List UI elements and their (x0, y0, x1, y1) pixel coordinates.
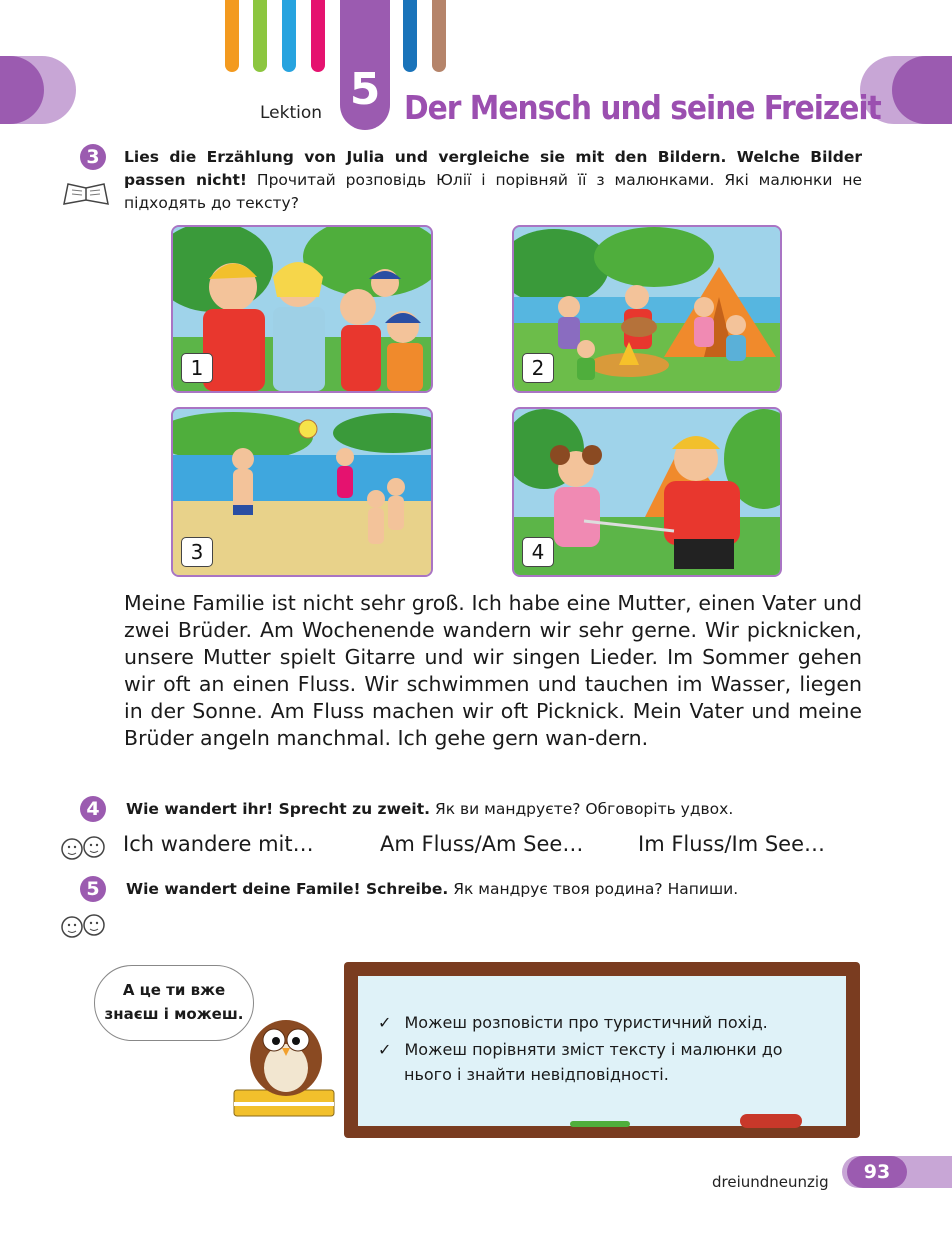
summary-item-2-continued: нього і знайти невідповідності. (404, 1065, 669, 1084)
summary-item-2 (378, 1037, 783, 1062)
phrase-im-fluss: Im Fluss/Im See… (638, 832, 826, 856)
task5-instruction (126, 878, 856, 901)
picture-4-fishing (512, 407, 782, 577)
color-stripe-cyan (282, 0, 296, 72)
task4-instruction (126, 798, 856, 821)
chalk-icon (570, 1121, 630, 1127)
task3-instruction (124, 146, 862, 215)
bubble-line-2: знаєш і можеш. (104, 1005, 244, 1023)
color-stripe-green (253, 0, 267, 72)
picture-label-3: 3 (181, 537, 213, 567)
task4-instruction-uk: Як ви мандруєте? Обговоріть удвох. (430, 800, 734, 818)
check-icon: ✓ (378, 1013, 392, 1032)
color-stripe-blue (403, 0, 417, 72)
two-faces-icon (58, 834, 108, 862)
task-number-5: 5 (80, 876, 106, 902)
julia-story-text: Meine Familie ist nicht sehr groß. Ich habe eine Mutter, einen Vater und zwei Brüder. Am Wochenende wandern wir sehr gerne. Wir picknicken, unsere Mutter spielt Gitarre und wir singen Lieder. Im Sommer gehen wir oft an einen Fluss. Wir schwimmen und tauchen im Wasser, liegen in der Sonne. Am Fluss machen wir oft Picknick. Mein Vater und meine Brüder angeln manchmal. Ich gehe gern wan-dern. (124, 591, 862, 750)
owl-on-book-icon (230, 1010, 340, 1118)
task3-instruction-de: Lies die Erzählung von Julia und vergleiche sie mit den Bildern. Welche Bilder passen nicht! (124, 148, 862, 189)
page-number: 93 (847, 1156, 907, 1188)
summary-item-1-text: Можеш розповісти про туристичний похід. (404, 1013, 768, 1032)
page-number-word: dreiundneunzig (712, 1173, 829, 1191)
task3-instruction-uk: Прочитай розповідь Юлії і порівняй її з малюнками. Які малюнки не підходять до тексту? (124, 171, 862, 212)
task4-instruction-de: Wie wandert ihr! Sprecht zu zweit. (126, 800, 431, 818)
eraser-icon (740, 1114, 802, 1128)
task5-instruction-de: Wie wandert deine Famile! Schreibe. (126, 880, 449, 898)
picture-3-beach-volleyball (171, 407, 433, 577)
picture-label-1: 1 (181, 353, 213, 383)
picture-2-campfire (512, 225, 782, 393)
bubble-line-1: А це ти вже (122, 981, 226, 999)
phrase-wandere-mit: Ich wandere mit… (123, 832, 314, 856)
task5-instruction-uk: Як мандрує твоя родина? Напиши. (448, 880, 739, 898)
right-page-tab-inner (892, 56, 952, 124)
lesson-word: Lektion (260, 103, 323, 123)
check-icon: ✓ (378, 1040, 392, 1059)
summary-item-1 (378, 1010, 768, 1035)
picture-1-hikers (171, 225, 433, 393)
task-number-3: 3 (80, 144, 106, 170)
picture-label-2: 2 (522, 353, 554, 383)
open-book-icon (60, 178, 112, 208)
chapter-title: Der Mensch und seine Freizeit (404, 88, 881, 127)
color-stripe-orange (225, 0, 239, 72)
phrase-am-fluss: Am Fluss/Am See… (380, 832, 584, 856)
task-number-4: 4 (80, 796, 106, 822)
color-stripe-brown (432, 0, 446, 72)
two-faces-icon (58, 912, 108, 940)
lesson-number: 5 (349, 64, 381, 115)
picture-label-4: 4 (522, 537, 554, 567)
summary-item-2-text: Можеш порівняти зміст тексту і малюнки до (404, 1040, 783, 1059)
color-stripe-magenta (311, 0, 325, 72)
